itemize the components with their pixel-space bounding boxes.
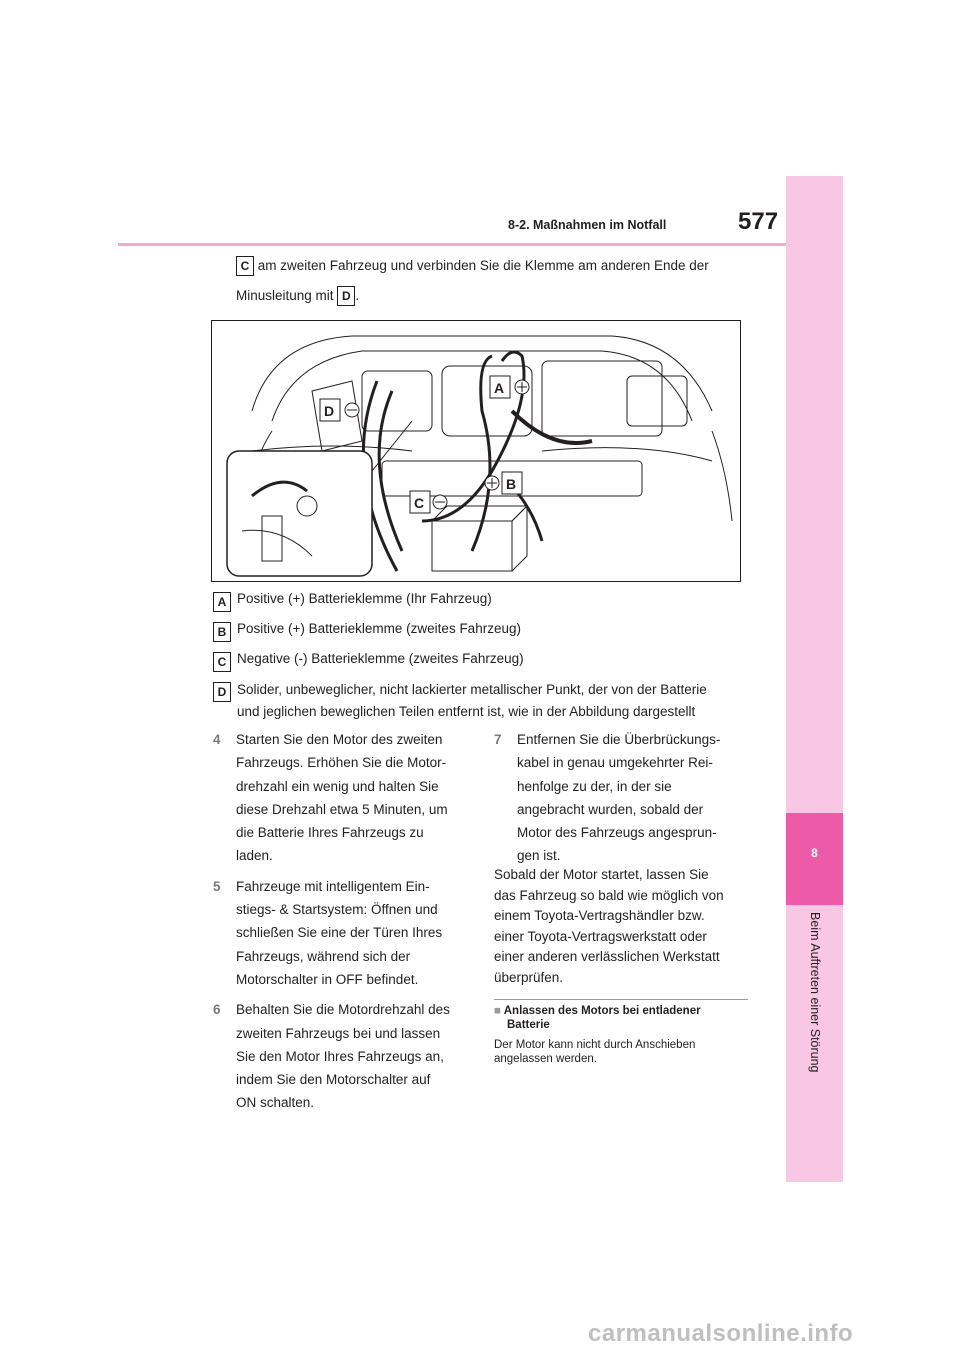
steps-left-column <box>213 728 483 1122</box>
engine-bay-drawing <box>212 321 740 581</box>
chapter-number: 8 <box>811 846 818 860</box>
note-title: ■ Anlassen des Motors bei entladener Batterie <box>494 1005 701 1031</box>
header-divider <box>118 243 786 246</box>
callout-d <box>320 399 359 421</box>
step-7: 7 Entfernen Sie die Überbrückungs- kabel in genau umgekehrter Rei- henfolge zu der, in der sie angebracht wurden, sobald der Motor des Fahrzeugs angesprun- gen ist. <box>494 732 721 864</box>
note-divider <box>494 999 748 1000</box>
legend-key-d: D <box>213 682 231 702</box>
watermark: carmanualsonline.info <box>588 1320 854 1347</box>
page-number: 577 <box>738 208 779 235</box>
info-paragraph: Sobald der Motor startet, lassen Sie das Fahrzeug so bald wie möglich von einem Toyota-Vertragshändler bzw. einer Toyota-Vertragswerkstatt oder einer anderen verlässlichen Werkstatt überprüfen. <box>494 867 724 985</box>
callout-c <box>410 491 447 513</box>
step-5: 5 Fahrzeuge mit intelligentem Ein- stiegs- & Startsystem: Öffnen und schließen Sie eine der Türen Ihres Fahrzeugs, während sich der Motorschalter in OFF befindet. <box>213 878 443 987</box>
step-4: 4 Starten Sie den Motor des zweiten Fahrzeugs. Erhöhen Sie die Motor- drehzahl ein wenig und halten Sie diese Drehzahl etwa 5 Minuten, um die Batterie Ihres Fahrzeugs zu laden. <box>213 732 448 864</box>
legend-item-b: B Positive (+) Batterieklemme (zweites Fahrzeug) <box>213 621 521 642</box>
step-6: 6 Behalten Sie die Motordrehzahl des zweiten Fahrzeugs bei und lassen Sie den Motor Ihres Fahrzeugs an, indem Sie den Motorschalter auf ON schalten. <box>213 1002 450 1111</box>
legend-key-b: B <box>213 622 231 642</box>
svg-text:C: C <box>414 495 425 511</box>
legend-item-d: D Solider, unbeweglicher, nicht lackierter metallischer Punkt, der von der Batterie und jeglichen beweglichen Teilen entfernt ist, wie in der Abbildung dargestellt <box>213 681 707 723</box>
legend-item-c: C Negative (-) Batterieklemme (zweites Fahrzeug) <box>213 651 524 672</box>
intro-line-1: C am zweiten Fahrzeug und verbinden Sie die Klemme am anderen Ende der <box>236 250 709 282</box>
note-body: Der Motor kann nicht durch Anschieben angelassen werden. <box>494 1039 696 1065</box>
legend-key-a: A <box>213 592 231 612</box>
svg-text:D: D <box>324 403 335 419</box>
intro-line-2: Minusleitung mit D . <box>236 280 359 312</box>
legend-key-c: C <box>213 652 231 672</box>
section-title: 8-2. Maßnahmen im Notfall <box>508 218 667 232</box>
svg-text:B: B <box>506 476 517 492</box>
label-box-c: C <box>236 256 254 276</box>
jump-start-illustration <box>211 320 741 582</box>
chapter-title: Beim Auftreten einer Störung <box>808 912 822 1073</box>
legend-item-a: A Positive (+) Batterieklemme (Ihr Fahrzeug) <box>213 591 492 612</box>
label-box-d: D <box>337 286 355 306</box>
svg-text:A: A <box>494 380 505 396</box>
